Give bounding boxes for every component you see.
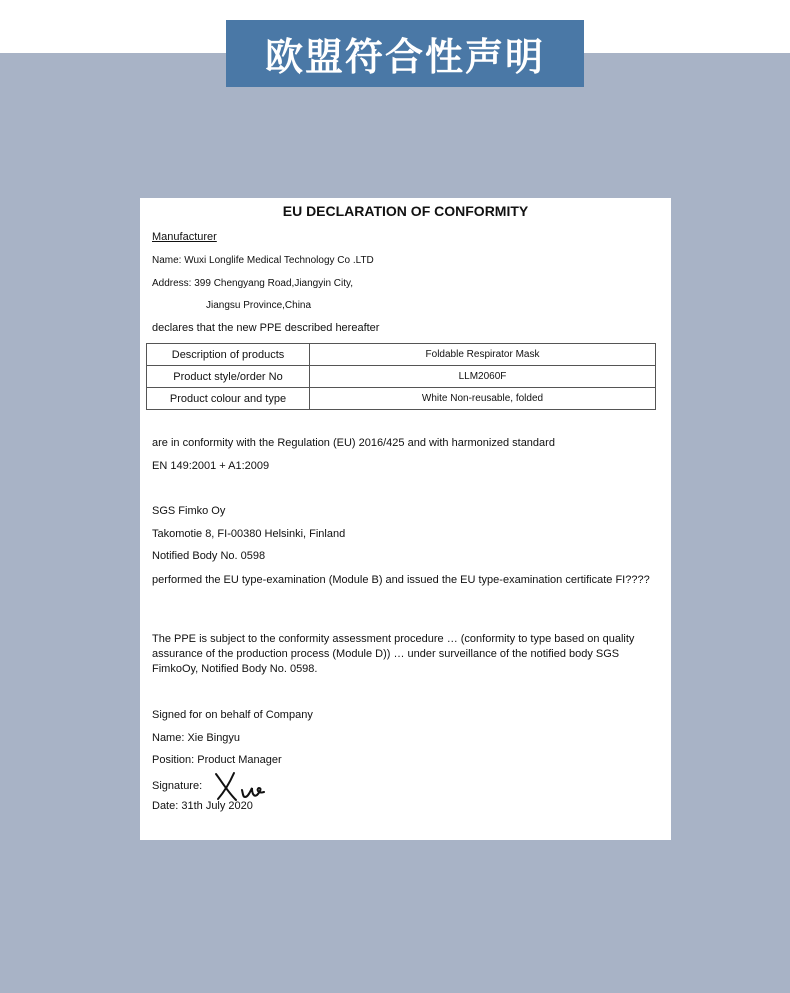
notified-body-number: Notified Body No. 0598 <box>152 550 266 562</box>
signer-name: Name: Xie Bingyu <box>152 732 241 744</box>
signed-for-text: Signed for on behalf of Company <box>152 709 313 721</box>
table-row <box>147 366 656 388</box>
signature-row <box>152 770 272 802</box>
type-examination-text: performed the EU type-examination (Module B) and issued the EU type-examination certificate FI???? <box>152 574 650 586</box>
conformity-text: are in conformity with the Regulation (EU) 2016/425 and with harmonized standard <box>152 437 555 449</box>
signature-label: Signature: <box>152 780 203 792</box>
notified-body-address: Takomotie 8, FI-00380 Helsinki, Finland <box>152 528 346 540</box>
harmonized-standard: EN 149:2001 + A1:2009 <box>152 460 270 472</box>
manufacturer-name: Name: Wuxi Longlife Medical Technology Co .LTD <box>152 255 374 266</box>
declaration-document <box>140 198 671 840</box>
signature-date: Date: 31th July 2020 <box>152 800 253 812</box>
manufacturer-address-2: Jiangsu Province,China <box>206 300 312 311</box>
table-cell-label: Description of products <box>147 344 310 366</box>
manufacturer-address-1: Address: 399 Chengyang Road,Jiangyin City, <box>152 278 354 289</box>
table-cell-label: Product style/order No <box>147 366 310 388</box>
table-cell-value: Foldable Respirator Mask <box>310 344 656 366</box>
table-row <box>147 388 656 410</box>
table-cell-label: Product colour and type <box>147 388 310 410</box>
table-cell-value: White Non-reusable, folded <box>310 388 656 410</box>
table-row <box>147 344 656 366</box>
notified-body-name: SGS Fimko Oy <box>152 505 226 517</box>
product-table <box>146 343 656 410</box>
declares-text: declares that the new PPE described hereafter <box>152 322 380 334</box>
table-cell-value: LLM2060F <box>310 366 656 388</box>
document-heading: EU DECLARATION OF CONFORMITY <box>282 203 529 219</box>
conformity-procedure-text: The PPE is subject to the conformity assessment procedure … (conformity to type based on quality assurance of the production process (Module D)) … under surveillance of the notified body SGS FimkoOy, Notified Body No. 0598. <box>152 633 635 675</box>
handwritten-signature <box>212 770 272 802</box>
manufacturer-label: Manufacturer <box>152 231 217 243</box>
page-banner-title: 欧盟符合性声明 <box>226 20 584 87</box>
signer-position: Position: Product Manager <box>152 754 282 766</box>
